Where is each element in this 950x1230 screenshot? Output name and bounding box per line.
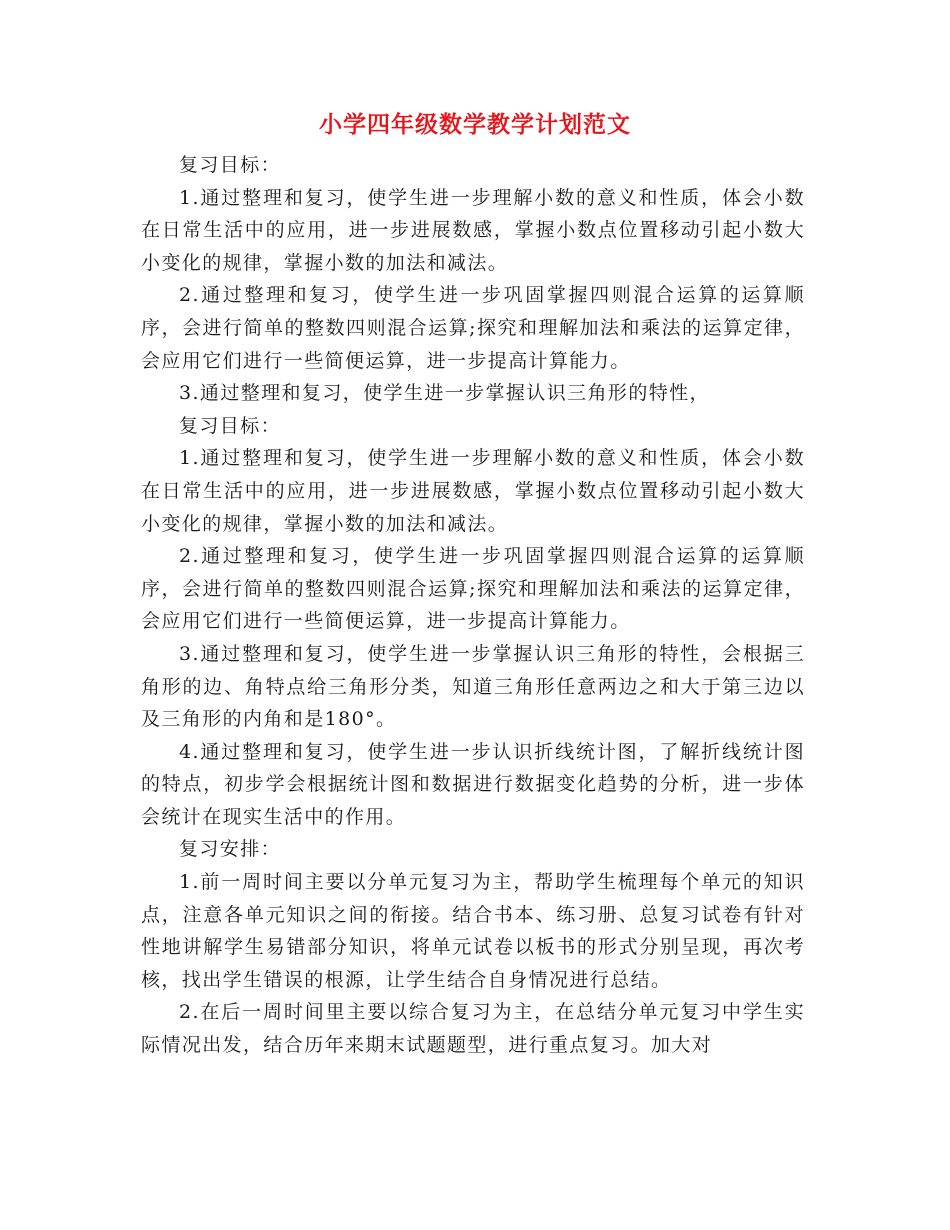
document-body — [141, 149, 805, 1062]
paragraph-plan-1: 1.前一周时间主要以分单元复习为主，帮助学生梳理每个单元的知识点，注意各单元知识之间的衔接。结合书本、练习册、总复习试卷有针对性地讲解学生易错部分知识，将单元试卷以板书的形式分别呈现，再次考核，找出学生错误的根源，让学生结合自身情况进行总结。 — [141, 871, 805, 991]
paragraph-plan-2: 2.在后一周时间里主要以综合复习为主，在总结分单元复习中学生实际情况出发，结合历年来期末试题题型，进行重点复习。加大对 — [141, 1001, 805, 1057]
paragraph-goal-2-repeat: 2.通过整理和复习，使学生进一步巩固掌握四则混合运算的运算顺序，会进行简单的整数四则混合运算;探究和理解加法和乘法的运算定律，会应用它们进行一些简便运算，进一步提高计算能力。 — [141, 545, 805, 633]
paragraph-goal-3: 3.通过整理和复习，使学生进一步掌握认识三角形的特性，会根据三角形的边、角特点给三角形分类，知道三角形任意两边之和大于第三边以及三角形的内角和是180°。 — [141, 642, 805, 731]
paragraph-goal-1: 1.通过整理和复习，使学生进一步理解小数的意义和性质，体会小数在日常生活中的应用，进一步进展数感，掌握小数点位置移动引起小数大小变化的规律，掌握小数的加法和减法。 — [141, 186, 805, 274]
section-heading-review-goals: 复习目标： — [179, 154, 282, 176]
paragraph-goal-4: 4.通过整理和复习，使学生进一步认识折线统计图，了解折线统计图的特点，初步学会根据统计图和数据进行数据变化趋势的分析，进一步体会统计在现实生活中的作用。 — [141, 740, 805, 828]
section-heading-review-plan: 复习安排： — [179, 838, 282, 861]
paragraph-goal-2: 2.通过整理和复习，使学生进一步巩固掌握四则混合运算的运算顺序，会进行简单的整数四则混合运算;探究和理解加法和乘法的运算定律，会应用它们进行一些简便运算，进一步提高计算能力。 — [141, 284, 805, 372]
document-title: 小学四年级数学教学计划范文 — [319, 111, 631, 138]
paragraph-goal-1-repeat: 1.通过整理和复习，使学生进一步理解小数的意义和性质，体会小数在日常生活中的应用，进一步进展数感，掌握小数点位置移动引起小数大小变化的规律，掌握小数的加法和减法。 — [141, 447, 805, 535]
section-heading-review-goals-repeat: 复习目标： — [179, 414, 282, 437]
paragraph-goal-3-partial: 3.通过整理和复习，使学生进一步掌握认识三角形的特性， — [179, 382, 710, 405]
